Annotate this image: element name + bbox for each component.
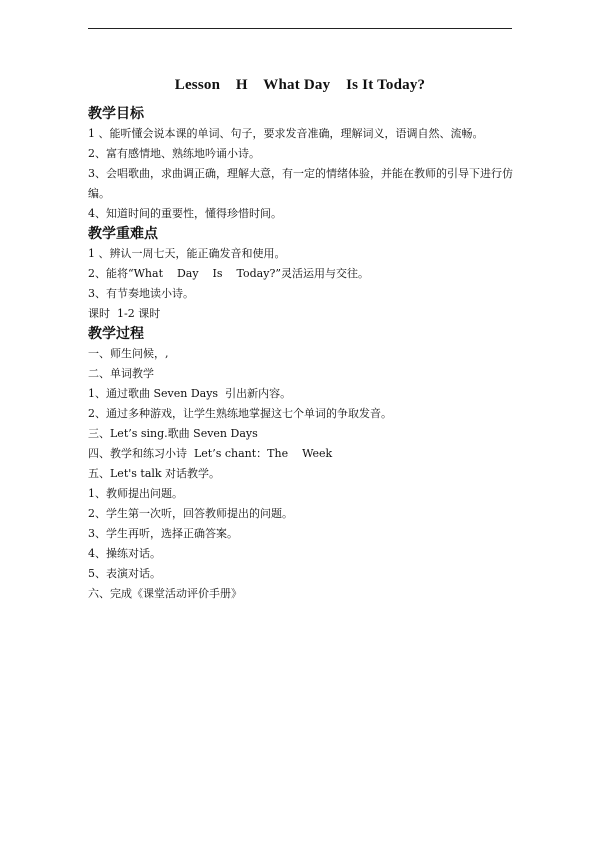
process-item: 1、教师提出问题。	[88, 487, 183, 500]
key-point-item: 2、能将“What Day Is Today?”灵活运用与交往。	[88, 267, 369, 280]
lesson-title: Lesson H What Day Is It Today?	[174, 77, 426, 93]
process-item: 2、通过多种游戏，让学生熟练地掌握这七个单词的争取发音。	[88, 407, 392, 420]
process-item: 六、完成《课堂活动评价手册》	[88, 587, 242, 600]
key-point-item: 1 、辨认一周七天，能正确发音和使用。	[88, 247, 286, 260]
process-item: 五、Let's talk 对话教学。	[88, 467, 221, 480]
process-item: 4、操练对话。	[88, 547, 161, 560]
process-item: 2、学生第一次听，回答教师提出的问题。	[88, 507, 293, 520]
header-rule	[88, 28, 512, 29]
objective-item: 2、富有感情地、熟练地吟诵小诗。	[88, 147, 260, 160]
objective-item: 1 、能听懂会说本课的单词、句子，要求发音准确，理解词义，语调自然、流畅。	[88, 127, 484, 140]
key-points-heading: 教学重难点	[88, 226, 158, 242]
process-item: 二、单词教学	[88, 367, 154, 380]
process-item: 四、教学和练习小诗 Let’s chant：The Week	[88, 447, 333, 460]
process-heading: 教学过程	[88, 326, 144, 342]
document-body	[88, 104, 528, 604]
class-hours: 课时 1-2 课时	[88, 307, 161, 320]
process-item: 1、通过歌曲 Seven Days 引出新内容。	[88, 387, 292, 400]
process-item: 5、表演对话。	[88, 567, 161, 580]
objectives-heading: 教学目标	[88, 106, 144, 122]
objective-item: 4、知道时间的重要性，懂得珍惜时间。	[88, 207, 282, 220]
objective-item: 3、会唱歌曲，求曲调正确，理解大意，有一定的情绪体验，并能在教师的引导下进行仿编。	[88, 167, 513, 200]
process-item: 3、学生再听，选择正确答案。	[88, 527, 238, 540]
process-item: 一、师生问候，,	[88, 347, 169, 360]
process-item: 三、Let’s sing.歌曲 Seven Days	[88, 427, 258, 440]
key-point-item: 3、有节奏地读小诗。	[88, 287, 194, 300]
